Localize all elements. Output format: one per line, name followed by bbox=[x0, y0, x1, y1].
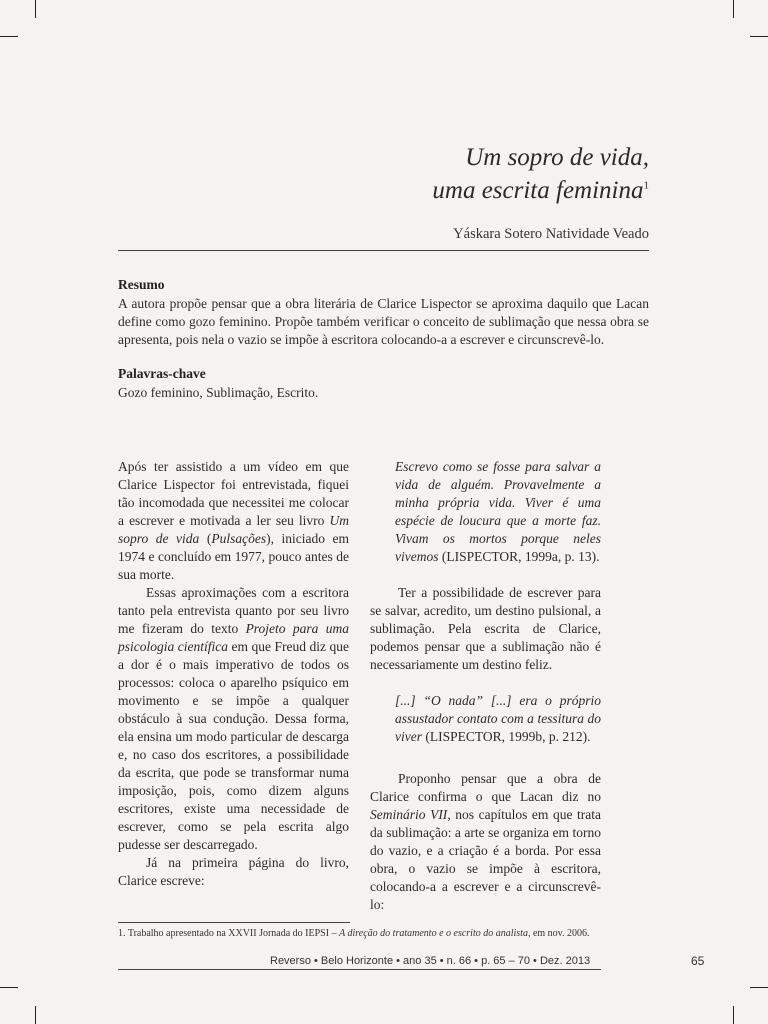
body-column-right bbox=[370, 458, 601, 914]
page-number: 65 bbox=[691, 954, 705, 968]
crop-mark bbox=[733, 1006, 734, 1024]
title-line-1: Um sopro de vida, bbox=[465, 144, 649, 171]
abstract-text: A autora propõe pensar que a obra literária de Clarice Lispector se aproxima daquilo que Lacan define como gozo feminino. Propõe também verificar o conceito de sublimação que nessa obra se apresenta, pois nela o vazio se impõe à escritora colocando-a a escrever e circunscrevê-lo. bbox=[118, 296, 649, 347]
body-column-left bbox=[118, 458, 349, 890]
abstract-heading: Resumo bbox=[118, 277, 165, 292]
block-quote: [...] “O nada” [...] era o próprio assustador contato com a tessitura do viver (LISPECTOR, 1999b, p. 212). bbox=[395, 693, 601, 744]
title-footnote-marker: 1 bbox=[643, 179, 649, 192]
header-rule bbox=[118, 250, 649, 251]
crop-mark bbox=[35, 0, 36, 18]
footer-rule bbox=[118, 969, 601, 970]
paragraph: Já na primeira página do livro, Clarice escreve: bbox=[118, 855, 349, 888]
crop-mark bbox=[0, 987, 18, 988]
footnote-rule bbox=[118, 922, 350, 923]
keywords-text: Gozo feminino, Sublimação, Escrito. bbox=[118, 385, 319, 400]
crop-mark bbox=[750, 36, 768, 37]
keywords-heading: Palavras-chave bbox=[118, 366, 206, 381]
footnote: 1. Trabalho apresentado na XXVII Jornada do IEPSI – A direção do tratamento e o escrito do analista, em nov. 2006. bbox=[118, 928, 590, 939]
crop-mark bbox=[0, 36, 18, 37]
block-quote: Escrevo como se fosse para salvar a vida de alguém. Provavelmente a minha própria vida. Viver é uma espécie de loucura que a morte faz. Vivam os mortos porque neles vivemos (LISPECTOR, 1999a, p. 13). bbox=[395, 459, 601, 564]
crop-mark bbox=[733, 0, 734, 18]
title-line-2: uma escrita feminina$^1$ bbox=[432, 177, 649, 204]
running-footer: Reverso • Belo Horizonte • ano 35 • n. 66 • p. 65 – 70 • Dez. 2013 bbox=[270, 955, 591, 967]
author-name: Yáskara Sotero Natividade Veado bbox=[453, 226, 649, 242]
paragraph: Proponho pensar que a obra de Clarice confirma o que Lacan diz no Seminário VII, nos capítulos em que trata da sublimação: a arte se organiza em torno do vazio, e a criação é a borda. Por essa obra, o vazio se impõe à escritora, colocando-a a escrever e a circunscrevê-lo: bbox=[370, 771, 601, 912]
paragraph: Após ter assistido a um vídeo em que Clarice Lispector foi entrevistada, fiquei tão incomodada que necessitei me colocar a escrever e motivada a ler seu livro Um sopro de vida (Pulsações), iniciado em 1974 e concluído em 1977, pouco antes de sua morte. bbox=[118, 459, 349, 582]
crop-mark bbox=[750, 987, 768, 988]
paragraph: Ter a possibilidade de escrever para se salvar, acredito, um destino pulsional, a sublimação. Pela escrita de Clarice, podemos pensar que a sublimação não é necessariamente um destino feliz. bbox=[370, 585, 601, 672]
article-title bbox=[432, 141, 649, 207]
crop-mark bbox=[35, 1006, 36, 1024]
paragraph: Essas aproximações com a escritora tanto pela entrevista quanto por seu livro me fizeram do texto Projeto para uma psicologia científica em que Freud diz que a dor é o mais imperativo de todos os processos: coloca o aparelho psíquico em movimento e se impõe a qualquer obstáculo à sua condução. Dessa forma, ela ensina um modo particular de descarga e, no caso dos escritores, a possibilidade da escrita, que pode se transformar numa imposição, pois, como dizem alguns escritores, existe uma necessidade de escrever, como se pela escrita algo pudesse ser descarregado. bbox=[118, 585, 350, 852]
